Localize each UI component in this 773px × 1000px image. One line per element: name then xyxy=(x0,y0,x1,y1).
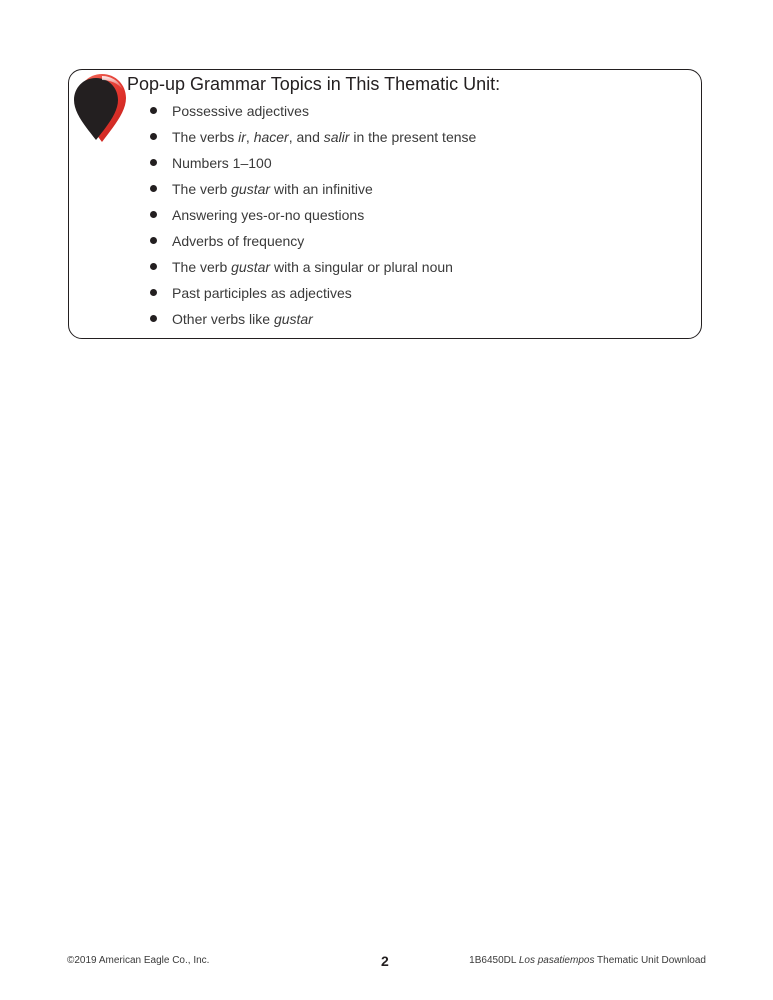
topic-item: Numbers 1–100 xyxy=(150,150,476,176)
bullet-icon xyxy=(150,133,157,140)
topic-item: The verbs ir, hacer, and salir in the present tense xyxy=(150,124,476,150)
topic-item: The verb gustar with a singular or plural noun xyxy=(150,254,476,280)
bullet-icon xyxy=(150,159,157,166)
grammar-topic-list xyxy=(150,98,476,332)
bullet-icon xyxy=(150,289,157,296)
topic-item: Possessive adjectives xyxy=(150,98,476,124)
bullet-icon xyxy=(150,211,157,218)
map-pin-icon xyxy=(72,72,128,146)
product-title: Los pasatiempos xyxy=(518,955,595,966)
topic-item: Other verbs like gustar xyxy=(150,306,476,332)
topic-item: Answering yes-or-no questions xyxy=(150,202,476,228)
product-code: 1B6450DL xyxy=(469,955,519,966)
product-suffix: Thematic Unit Download xyxy=(594,955,706,966)
footer-copyright: ©2019 American Eagle Co., Inc. xyxy=(67,955,210,966)
bullet-icon xyxy=(150,315,157,322)
grammar-box-title: Pop-up Grammar Topics in This Thematic Unit: xyxy=(127,74,501,94)
bullet-icon xyxy=(150,185,157,192)
topic-item: Past participles as adjectives xyxy=(150,280,476,306)
bullet-icon xyxy=(150,107,157,114)
page-number: 2 xyxy=(381,953,389,969)
topic-item: The verb gustar with an infinitive xyxy=(150,176,476,202)
bullet-icon xyxy=(150,263,157,270)
bullet-icon xyxy=(150,237,157,244)
topic-item: Adverbs of frequency xyxy=(150,228,476,254)
footer-product xyxy=(469,955,706,966)
